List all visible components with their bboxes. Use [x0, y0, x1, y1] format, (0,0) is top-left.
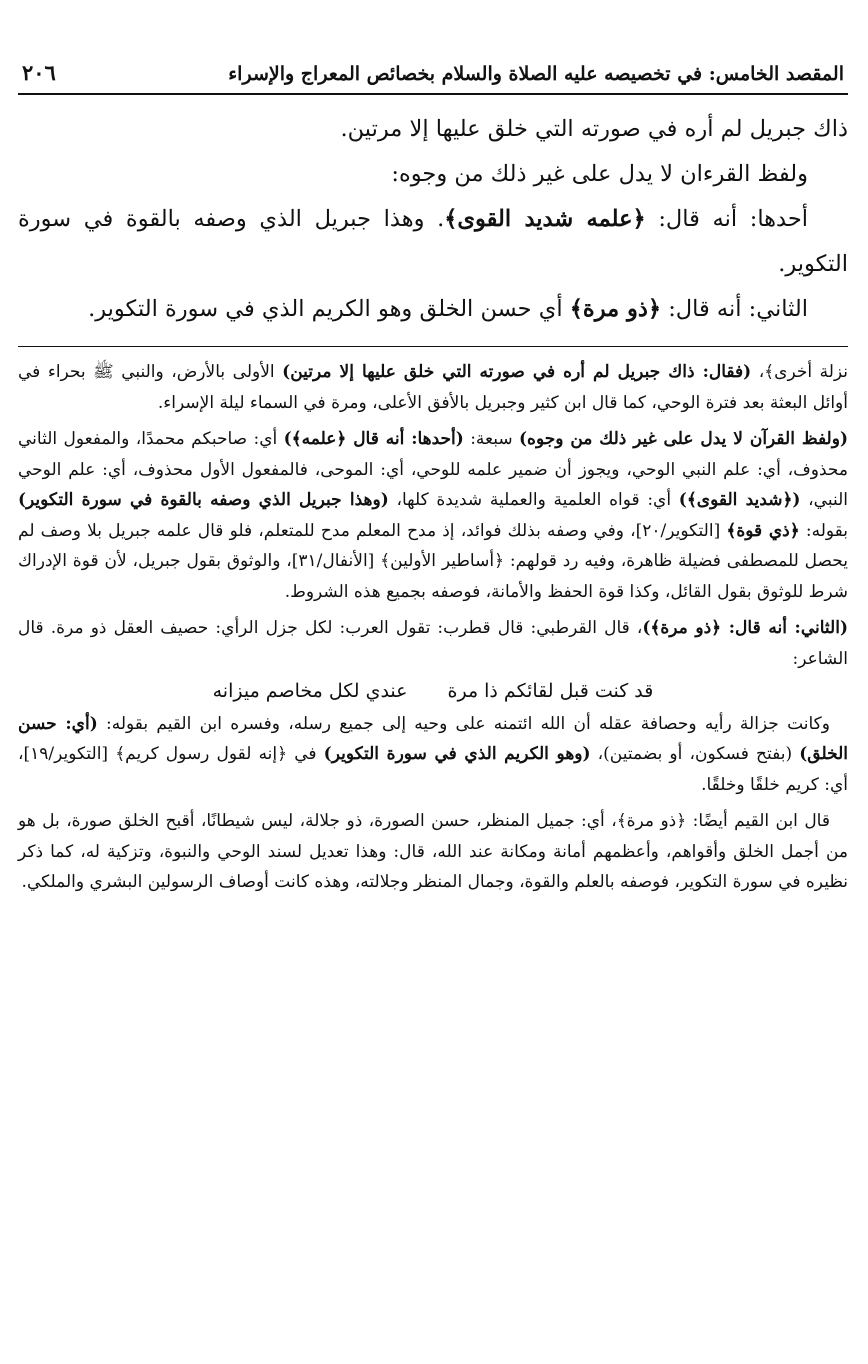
- main-paragraph-4: الثاني: أنه قال: ﴿ذو مرة﴾ أي حسن الخلق وهو الكريم الذي في سورة التكوير.: [88, 296, 808, 322]
- page-number: ٢٠٦: [22, 60, 56, 85]
- commentary-paragraph-3: (الثاني: أنه قال: ﴿ذو مرة﴾)، قال القرطبي: قال قطرب: تقول العرب: لكل جزل الرأي: حصيف العقل ذو مرة. قال الشاعر:: [18, 618, 848, 669]
- running-title: المقصد الخامس: في تخصيصه عليه الصلاة والسلام بخصائص المعراج والإسراء: [228, 63, 844, 85]
- page-header: [18, 60, 848, 95]
- book-page: [18, 60, 848, 898]
- section-divider: [18, 346, 848, 347]
- quran-quote: ﴿علمه شديد القوى﴾: [444, 206, 646, 232]
- poetry-verse: [18, 676, 848, 707]
- commentary-paragraph-2: (ولفظ القرآن لا يدل على غير ذلك من وجوه) سبعة: (أحدها: أنه قال ﴿علمه﴾) أي: صاحبكم محمدًا، والمفعول الثاني محذوف، أي: علم النبي الوحي، ويجوز أن ضمير علمه للوحي، أي: الموحى، فالمفعول الأول محذوف، أي: علم الوحي النبي، (﴿شديد القوى﴾) أي: قواه العلمية والعملية شديدة كلها، (وهذا جبريل الذي وصفه بالقوة في سورة التكوير) بقوله: ﴿ذي قوة﴾ [التكوير/٢٠]، وفي وصفه بذلك فوائد، إذ مدح المعلم مدح للمتعلم، فلو قال علمه جبريل بلا وصف لم يحصل للمصطفى فضيلة ظاهرة، وفيه رد قولهم: ﴿أساطير الأولين﴾ [الأنفال/٣١]، والوثوق بقول جبريل، لأن قوة الإدراك شرط للوثوق بقول القائل، وكذا قوة الحفظ والأمانة، فوصفه بجميع هذه الشروط.: [18, 429, 848, 602]
- quran-quote: ﴿ذو مرة﴾: [569, 296, 662, 322]
- main-text: [18, 107, 848, 332]
- verse-second-hemistich: عندي لكل مخاصم ميزانه: [212, 680, 408, 702]
- main-paragraph-1: ذاك جبريل لم أره في صورته التي خلق عليها إلا مرتين.: [340, 116, 848, 142]
- main-paragraph-2: ولفظ القرءان لا يدل على غير ذلك من وجوه:: [391, 161, 808, 187]
- verse-first-hemistich: قد كنت قبل لقائكم ذا مرة: [447, 680, 654, 702]
- commentary-text: [18, 357, 848, 898]
- commentary-paragraph-5: قال ابن القيم أيضًا: ﴿ذو مرة﴾، أي: جميل المنظر، حسن الصورة، ذو جلالة، ليس شيطانًا، أقبح الخلق صورة، بل هو من أجمل الخلق وأقواهم، وأعظمهم أمانة ومكانة عند الله، قال: وهذا تعديل لسند الوحي والنبوة، وتزكية له، كما ذكر نظيره في سورة التكوير، فوصفه بالعلم والقوة، وجمال المنظر وجلالته، وهذه كانت أوصاف الرسولين البشري والملكي.: [18, 811, 848, 892]
- commentary-paragraph-4: وكانت جزالة رأيه وحصافة عقله أن الله ائتمنه على وحيه إلى جميع رسله، وفسره ابن القيم بقوله: (أي: حسن الخلق) (بفتح فسكون، أو بضمتين)، (وهو الكريم الذي في سورة التكوير) في ﴿إنه لقول رسول كريم﴾ [التكوير/١٩]، أي: كريم خلقًا وخلقًا.: [18, 713, 848, 795]
- commentary-paragraph-1: نزلة أخرى﴾، (فقال: ذاك جبريل لم أره في صورته التي خلق عليها إلا مرتين) الأولى بالأرض، والنبي ﷺ بحراء في أوائل البعثة بعد فترة الوحي، كما قال ابن كثير وجبريل بالأفق الأعلى، ومرة في السماء ليلة الإسراء.: [18, 362, 848, 413]
- main-paragraph-3: أحدها: أنه قال: ﴿علمه شديد القوى﴾. وهذا جبريل الذي وصفه بالقوة في سورة التكوير.: [18, 206, 848, 277]
